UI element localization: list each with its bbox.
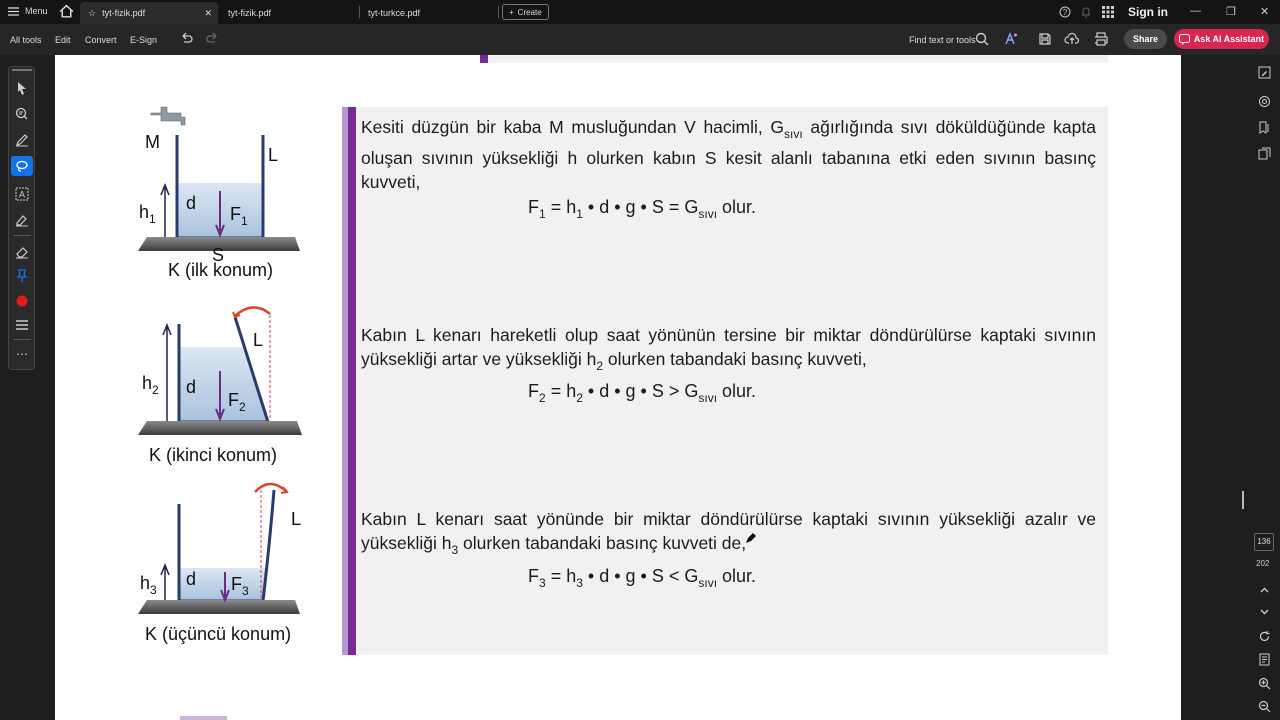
F-letter: F — [231, 574, 242, 594]
label-S: S — [212, 245, 225, 265]
search-icon[interactable] — [975, 32, 989, 46]
f-symbol: F — [528, 566, 539, 586]
pin-icon[interactable] — [15, 269, 29, 283]
rotation-arc — [255, 484, 287, 492]
top-section-strip — [488, 55, 1108, 63]
sub-index: 2 — [576, 391, 583, 405]
label-h3 — [140, 573, 157, 597]
f-part: • d • g • S > G — [582, 381, 699, 401]
comment-panel-icon[interactable] — [1258, 95, 1271, 108]
sub-index: 2 — [239, 400, 246, 414]
f-symbol: F — [528, 197, 539, 217]
sub-index: 3 — [150, 583, 157, 597]
undo-icon[interactable] — [179, 32, 193, 46]
page-fit-icon[interactable] — [1258, 653, 1271, 666]
current-page-input[interactable]: 136 — [1254, 533, 1274, 551]
tab-label: tyt-fizik.pdf — [228, 8, 272, 18]
restore-icon[interactable]: ❐ — [1226, 6, 1236, 18]
ai-label: Ask AI Assistant — [1193, 34, 1265, 44]
sub-index: 3 — [242, 584, 249, 598]
ground-base — [138, 600, 300, 614]
para1-start: Kesiti düzgün bir kaba M musluğundan V hacimli, G — [361, 117, 785, 137]
panel-divider — [13, 235, 31, 236]
all-tools-menu[interactable]: All tools — [10, 35, 42, 45]
height-arrow — [161, 565, 169, 600]
create-button[interactable] — [502, 4, 549, 20]
formula-3 — [528, 566, 756, 590]
label-F3 — [231, 574, 249, 598]
next-page-icon[interactable] — [1258, 605, 1271, 618]
print-icon[interactable] — [1094, 32, 1108, 46]
tab-label: tyt-fizik.pdf — [102, 8, 146, 18]
figure-2-diagram — [135, 300, 305, 440]
h-letter: h — [139, 202, 150, 222]
right-panel — [1250, 56, 1280, 720]
lasso-draw-icon[interactable] — [11, 156, 33, 176]
tab-tyt-fizik-active[interactable] — [80, 2, 218, 24]
pdf-page — [55, 55, 1181, 720]
label-M: M — [145, 132, 160, 152]
text-box-icon[interactable] — [15, 187, 29, 201]
label-h2 — [142, 373, 159, 397]
sub-index: 1 — [241, 214, 248, 228]
formula-1 — [528, 197, 756, 221]
sign-in-button[interactable]: Sign in — [1128, 5, 1168, 19]
hamburger-icon — [8, 7, 19, 16]
line-weight-icon[interactable] — [15, 318, 29, 332]
title-bar — [0, 0, 1280, 24]
sub-index: 3 — [539, 576, 546, 590]
paragraph-2 — [361, 323, 1096, 378]
sub-index: 2 — [152, 383, 159, 397]
find-text-label[interactable]: Find text or tools — [909, 35, 976, 45]
figure-2-caption: K (ikinci konum) — [149, 445, 278, 465]
zoom-out-icon[interactable] — [1258, 700, 1271, 713]
color-red-icon[interactable] — [15, 294, 29, 308]
signature-icon[interactable] — [15, 213, 29, 227]
pen-cursor-icon — [745, 532, 757, 544]
highlight-pen-icon[interactable] — [15, 133, 29, 147]
convert-menu[interactable]: Convert — [85, 35, 117, 45]
formula-2 — [528, 381, 756, 405]
label-d: d — [186, 193, 197, 213]
zoom-in-icon[interactable] — [1258, 677, 1271, 690]
svg-text:A: A — [18, 189, 26, 200]
bookmark-icon[interactable] — [1258, 121, 1271, 134]
F-letter: F — [230, 204, 241, 224]
sub-index: 1 — [149, 212, 156, 226]
sub-sivi: sıvı — [784, 127, 803, 141]
label-L: L — [253, 330, 264, 350]
tab-tyt-turkce[interactable] — [360, 2, 498, 24]
paragraph-1 — [361, 115, 1096, 194]
label-d: d — [186, 569, 197, 589]
esign-menu[interactable]: E-Sign — [130, 35, 158, 45]
minimize-icon[interactable]: — — [1190, 5, 1201, 17]
bottom-section-marker — [180, 716, 227, 720]
para1-rest: ağırlığında sıvı döküldüğünde kapta oluşan sıvının yüksekliği h olurken kabın S kesit alanlı tabanına etki eden sıvının basınç kuvveti, — [361, 117, 1096, 192]
f-part: olur. — [717, 197, 757, 217]
total-pages: 202 — [1256, 559, 1270, 568]
label-L: L — [268, 145, 279, 165]
sub-index: 2 — [596, 359, 604, 373]
close-window-icon[interactable]: ✕ — [1260, 6, 1270, 18]
faucet-icon — [151, 107, 185, 125]
f-part: olur. — [717, 566, 757, 586]
share-button[interactable]: Share — [1124, 29, 1167, 49]
more-tools-icon[interactable]: ⋯ — [16, 347, 28, 361]
figure-3-diagram — [135, 480, 305, 620]
figure-3-caption: K (üçüncü konum) — [145, 624, 292, 644]
bell-icon[interactable] — [1080, 6, 1092, 18]
para2-start: Kabın L kenarı hareketli olup saat yönünün tersine bir miktar döndürülürse kaptaki sıvının yüksekliği artar ve yüksekliği h — [361, 325, 1096, 369]
f-part: = h — [545, 197, 577, 217]
f-part: = h — [545, 381, 577, 401]
height-arrow — [161, 185, 169, 237]
main-toolbar — [0, 24, 1280, 55]
ai-assistant-icon — [1179, 34, 1190, 45]
top-section-marker — [480, 55, 488, 63]
label-h1 — [139, 202, 156, 226]
f-symbol: F — [528, 381, 539, 401]
panel-divider — [13, 339, 31, 340]
svg-text:?: ? — [1062, 8, 1068, 17]
tab-tyt-fizik[interactable] — [220, 2, 360, 24]
menu-button[interactable] — [8, 6, 48, 16]
tab-label: tyt-turkce.pdf — [368, 8, 421, 18]
sub-sivi: sıvı — [698, 576, 718, 590]
sub-index: 3 — [451, 543, 459, 557]
h-letter: h — [140, 573, 151, 593]
para3-start: Kabın L kenarı saat yönünde bir miktar döndürülürse kaptaki sıvının yüksekliği azalır ve yüksekliği h — [361, 509, 1096, 553]
help-icon[interactable] — [1059, 6, 1071, 18]
star-icon[interactable]: ☆ — [88, 7, 97, 18]
sub-index: 1 — [539, 207, 546, 221]
f-part: • d • g • S = G — [582, 197, 699, 217]
sub-index: 1 — [576, 207, 583, 221]
ground-base — [138, 421, 302, 435]
f-part: = h — [545, 566, 577, 586]
label-L: L — [291, 509, 302, 529]
save-icon[interactable] — [1038, 32, 1052, 46]
figure-1-caption: K (ilk konum) — [168, 260, 274, 280]
sub-index: 2 — [539, 391, 546, 405]
plus-icon: + — [509, 7, 514, 17]
rotate-icon[interactable] — [1258, 630, 1271, 643]
create-label: Create — [517, 7, 542, 17]
select-cursor-icon[interactable] — [15, 81, 29, 95]
left-tool-panel — [8, 66, 35, 370]
edit-pdf-icon[interactable] — [1258, 66, 1271, 79]
edit-menu[interactable]: Edit — [55, 35, 71, 45]
paragraph-3 — [361, 507, 1096, 562]
upload-cloud-icon[interactable] — [1065, 32, 1079, 46]
label-F1 — [230, 204, 248, 228]
ask-ai-assistant-button[interactable] — [1174, 29, 1269, 49]
para2-rest: olurken tabandaki basınç kuvveti, — [603, 349, 867, 369]
h-letter: h — [142, 373, 153, 393]
f-part: olur. — [717, 381, 757, 401]
ai-tools-icon[interactable] — [1004, 32, 1018, 46]
sub-sivi: sıvı — [698, 207, 718, 221]
height-arrow — [163, 325, 171, 421]
tab-divider — [498, 6, 499, 18]
label-d: d — [186, 377, 197, 397]
scrollbar-thumb[interactable] — [1242, 491, 1244, 509]
F-letter: F — [228, 390, 239, 410]
rotation-arc — [235, 307, 270, 316]
pages-icon[interactable] — [1258, 147, 1271, 160]
panel-grip — [12, 69, 32, 71]
comment-icon[interactable] — [15, 107, 29, 121]
apps-grid-icon[interactable] — [1102, 6, 1114, 18]
label-F2 — [228, 390, 246, 414]
sub-sivi: sıvı — [698, 391, 718, 405]
eraser-icon[interactable] — [15, 245, 29, 259]
sub-index: 3 — [576, 576, 583, 590]
home-icon[interactable] — [58, 3, 75, 20]
close-tab-icon[interactable]: ✕ — [204, 7, 212, 18]
redo-icon[interactable] — [206, 32, 220, 46]
menu-label: Menu — [25, 6, 48, 16]
f-part: • d • g • S < G — [582, 566, 699, 586]
para3-rest: olurken tabandaki basınç kuvveti de, — [458, 533, 747, 553]
tilted-wall — [263, 490, 274, 601]
prev-page-icon[interactable] — [1258, 584, 1271, 597]
accent-bar-dark — [348, 107, 356, 655]
